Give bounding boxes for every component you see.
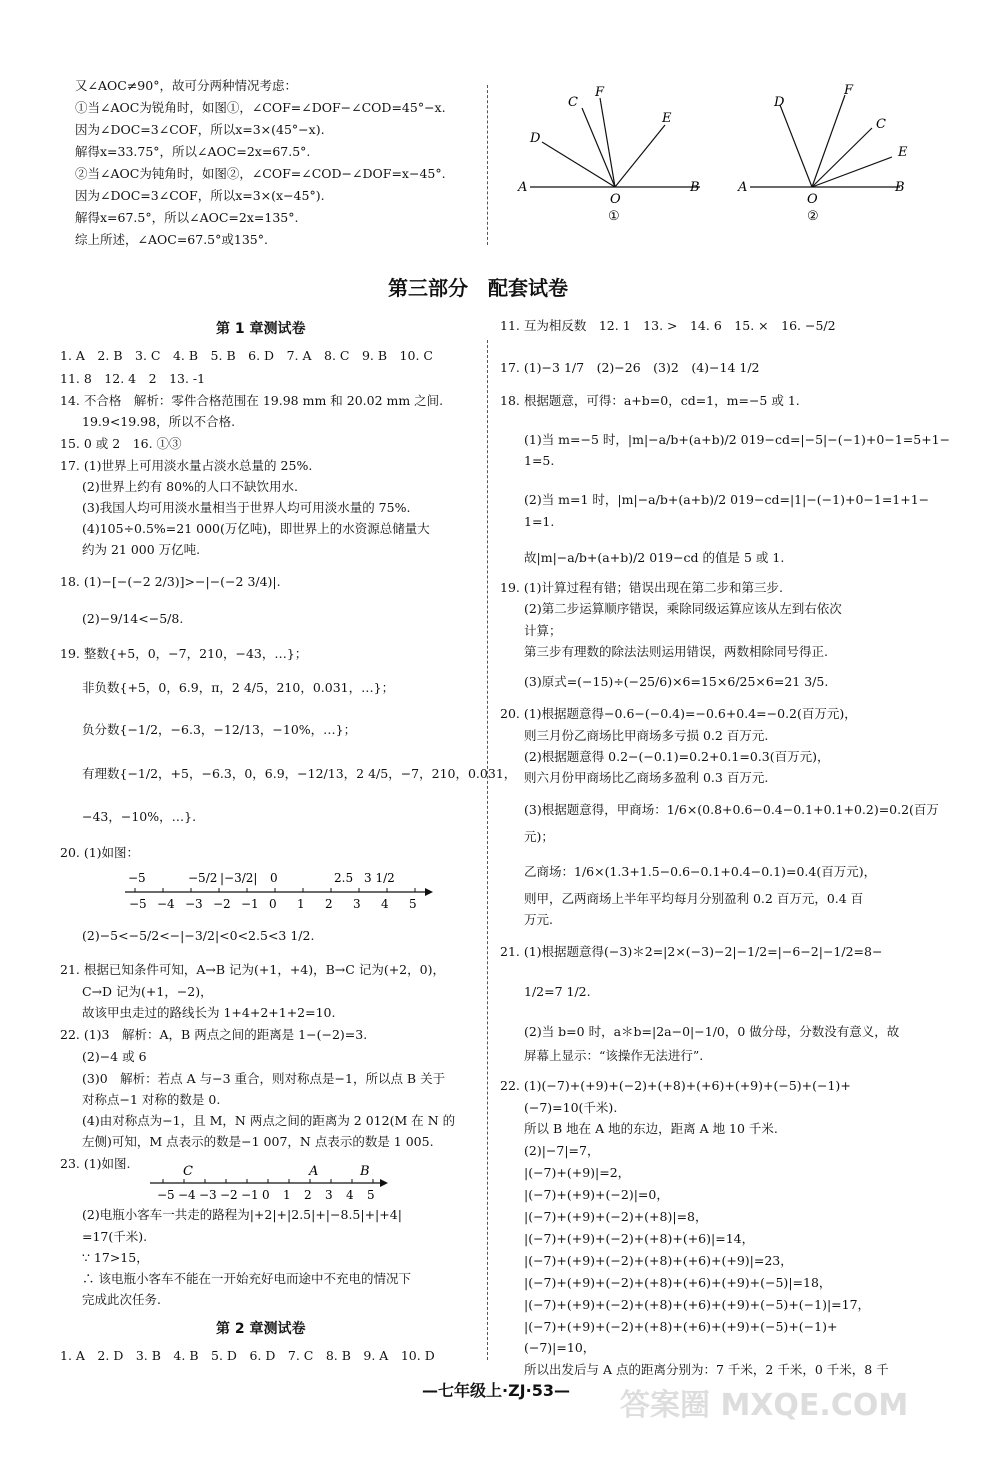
answer-line: 万元. (524, 912, 553, 927)
text-line: ②当∠AOC为钝角时，如图②，∠COF=∠COD−∠DOF=x−45°. (75, 166, 446, 181)
answer-line: 20. (1)根据题意得−0.6−(−0.4)=−0.6+0.4=−0.2(百万元)， (500, 706, 857, 721)
answer-line: |(−7)+(+9)|=2， (524, 1165, 631, 1180)
answer-line: ∵ 17>15， (82, 1250, 149, 1265)
label-D: D (774, 95, 785, 110)
answer-line: 负分数{−1/2，−6.3，−12/13，−10%，…}； (82, 722, 357, 737)
tick-label: 0 (262, 1188, 270, 1201)
answer-line: |(−7)+(+9)+(−2)|=0， (524, 1187, 669, 1202)
answer-line: 1=1. (524, 514, 555, 529)
tick-label: 4 (346, 1188, 354, 1201)
tick-label: 1 (297, 897, 305, 911)
section-title: 第三部分 配套试卷 (388, 276, 568, 300)
answer-line: 23. (1)如图. (60, 1156, 131, 1171)
label-F: F (844, 83, 854, 98)
answer-line: (3)原式=(−15)÷(−25/6)×6=15×6/25×6=21 3/5. (524, 674, 829, 689)
answer-line: 计算； (524, 623, 562, 638)
tick-label: 5 (367, 1188, 375, 1201)
answer-line: ∴ 该电瓶小客车不能在一开始充好电而途中不充电的情况下 (82, 1271, 411, 1286)
figure-2 (737, 83, 908, 224)
answer-line: 非负数{+5，0，6.9，π，2 4/5，210，0.031，…}； (82, 680, 395, 695)
answer-line: 19. (1)计算过程有错；错误出现在第二步和第三步. (500, 580, 784, 595)
answer-line: 对称点−1 对称的数是 0. (82, 1092, 221, 1107)
answer-line: 所以 B 地在 A 地的东边，距离 A 地 10 千米. (524, 1121, 778, 1136)
answer-line: 则三月份乙商场比甲商场多亏损 0.2 百万元. (524, 728, 769, 743)
mark-label: |−3/2| (220, 871, 258, 885)
chapter-2-title: 第 2 章测试卷 (216, 1321, 306, 1337)
answer-line: (3)根据题意得，甲商场：1/6×(0.8+0.6−0.4−0.1+0.1+0.2)=0.2(百万 (524, 802, 939, 817)
answer-line: (2)−9/14<−5/8. (82, 611, 184, 626)
text-line: 因为∠DOC=3∠COF，所以x=3×(x−45°). (75, 188, 325, 203)
label-B: B (895, 180, 905, 195)
figure-caption: ① (608, 209, 620, 224)
answer-line: |(−7)+(+9)+(−2)+(+8)|=8， (524, 1209, 708, 1224)
tick-label: 3 (353, 897, 361, 911)
watermark: 答案圈 MXQE.COM (620, 1388, 909, 1423)
point-label-C: C (183, 1164, 193, 1179)
main-divider (487, 340, 488, 1360)
label-D: D (530, 131, 541, 146)
answer-line: (2)第二步运算顺序错误，乘除同级运算应该从左到右依次 (524, 601, 842, 616)
answer-line: 17. (1)−3 1/7 (2)−26 (3)2 (4)−14 1/2 (500, 360, 760, 375)
answer-line: 22. (1)(−7)+(+9)+(−2)+(+8)+(+6)+(+9)+(−5)+(−1)+ (500, 1078, 851, 1093)
text-line: 解得x=33.75°，所以∠AOC=2x=67.5°. (75, 144, 311, 159)
label-A: A (518, 180, 528, 195)
answer-line: 元)； (524, 829, 554, 844)
chapter-1-title: 第 1 章测试卷 (216, 321, 306, 337)
answer-line: (4)由对称点为−1，且 M，N 两点之间的距离为 2 012(M 在 N 的 (82, 1113, 456, 1128)
tick-label: 5 (409, 897, 417, 911)
tick-label: −1 (241, 897, 259, 911)
text-line: 解得x=67.5°，所以∠AOC=2x=135°. (75, 210, 299, 225)
label-O: O (807, 192, 818, 207)
answer-line: 1. A 2. B 3. C 4. B 5. B 6. D 7. A 8. C 9. B 10. C (60, 348, 433, 363)
answer-line: (4)105÷0.5%=21 000(万亿吨)，即世界上的水资源总储量大 (82, 521, 430, 536)
text-line: 因为∠DOC=3∠COF，所以x=3×(45°−x). (75, 122, 325, 137)
text-line: 综上所述，∠AOC=67.5°或135°. (75, 232, 268, 247)
figure-caption: ② (807, 209, 819, 224)
mark-label: 0 (270, 871, 278, 885)
answer-line: 19. 整数{+5，0，−7，210，−43，…}； (60, 646, 308, 661)
answer-line: (3)0 解析：若点 A 与−3 重合，则对称点是−1，所以点 B 关于 (82, 1071, 446, 1086)
answer-line: 1=5. (524, 453, 555, 468)
page-footer: —七年级上·ZJ·53— (422, 1381, 570, 1400)
tick-label: −4 (178, 1188, 196, 1201)
answer-line: 18. 根据题意，可得：a+b=0，cd=1，m=−5 或 1. (500, 393, 800, 408)
answer-line: (2)电瓶小客车一共走的路程为|+2|+|2.5|+|−8.5|+|+4| (82, 1207, 402, 1222)
answer-line: (−7)=10(千米). (524, 1100, 618, 1115)
text-line: 又∠AOC≠90°，故可分两种情况考虑： (75, 78, 297, 93)
text-line: ①当∠AOC为锐角时，如图①，∠COF=∠DOF−∠COD=45°−x. (75, 100, 446, 115)
answer-line: (2)−5<−5/2<−|−3/2|<0<2.5<3 1/2. (82, 928, 315, 943)
tick-label: −2 (213, 897, 231, 911)
answer-line: (2)世界上约有 80%的人口不缺饮用水. (82, 479, 298, 494)
tick-label: 1 (283, 1188, 291, 1201)
answer-line: 15. 0 或 2 16. ①③ (60, 436, 182, 451)
answer-line: 左侧)可知，M 点表示的数是−1 007，N 点表示的数是 1 005. (82, 1134, 434, 1149)
tick-label: 2 (304, 1188, 312, 1201)
tick-label: 3 (325, 1188, 333, 1201)
label-C: C (876, 117, 886, 132)
label-E: E (898, 145, 908, 160)
answer-line: =17(千米). (82, 1229, 148, 1244)
answer-line: 完成此次任务. (82, 1292, 161, 1307)
tick-label: −4 (157, 897, 175, 911)
answer-line: 有理数{−1/2，+5，−6.3，0，6.9，−12/13，2 4/5，−7，210，0.031， (82, 766, 517, 781)
answer-line: |(−7)+(+9)+(−2)+(+8)+(+6)+(+9)+(−5)+(−1)|=17， (524, 1297, 871, 1312)
tick-label: 4 (381, 897, 389, 911)
answer-line: 约为 21 000 万亿吨. (82, 542, 201, 557)
answer-line: (2)当 b=0 时，a＊b=|2a−0|−1/0，0 做分母，分数没有意义，故 (524, 1024, 900, 1039)
answer-line: (2)−4 或 6 (82, 1049, 147, 1064)
answer-line: 11. 互为相反数 12. 1 13. > 14. 6 15. × 16. −5/2 (500, 318, 836, 333)
answer-line: |(−7)+(+9)+(−2)+(+8)+(+6)+(+9)|=23， (524, 1253, 793, 1268)
answer-line: 则六月份甲商场比乙商场多盈利 0.3 百万元. (524, 770, 769, 785)
answer-line: 则甲，乙两商场上半年平均每月分别盈利 0.2 百万元，0.4 百 (524, 891, 864, 906)
answer-line: |(−7)+(+9)+(−2)+(+8)+(+6)|=14， (524, 1231, 755, 1246)
label-E: E (662, 111, 672, 126)
answer-line: (2)|−7|=7， (524, 1143, 600, 1158)
answer-line: 故该甲虫走过的路线长为 1+4+2+1+2=10. (82, 1005, 336, 1020)
answer-line: 故|m|−a/b+(a+b)/2 019−cd 的值是 5 或 1. (524, 550, 785, 565)
answer-line: |(−7)+(+9)+(−2)+(+8)+(+6)+(+9)+(−5)+(−1)+ (524, 1319, 838, 1334)
tick-label: −1 (241, 1188, 259, 1201)
tick-label: −5 (129, 897, 147, 911)
mark-label: 2.5 (334, 871, 354, 885)
mark-label: −5 (128, 871, 146, 885)
answer-line: (2)根据题意得 0.2−(−0.1)=0.2+0.1=0.3(百万元)， (524, 749, 830, 764)
tick-label: 0 (269, 897, 277, 911)
answer-line: 20. (1)如图： (60, 845, 140, 860)
chapter-2-answers: 1. A 2. D 3. B 4. B 5. D 6. D 7. C 8. B 9. A 10. D (60, 1348, 435, 1363)
answer-line: 第三步有理数的除法法则运用错误，两数相除同号得正. (524, 644, 828, 659)
answer-line: 21. 根据已知条件可知，A→B 记为(+1，+4)，B→C 记为(+2，0)， (60, 962, 445, 977)
tick-label: −5 (157, 1188, 175, 1201)
answer-line: 18. (1)−[−(−2 2/3)]>−|−(−2 3/4)|. (60, 574, 281, 589)
answer-line: 17. (1)世界上可用淡水量占淡水总量的 25%. (60, 458, 313, 473)
answer-line: 所以出发后与 A 点的距离分别为：7 千米，2 千米，0 千米，8 千 (524, 1362, 889, 1377)
point-label-A: A (309, 1164, 319, 1179)
mark-label: 3 1/2 (364, 871, 395, 885)
answer-line: 21. (1)根据题意得(−3)＊2=|2×(−3)−2|−1/2=|−6−2|−1/2=8− (500, 944, 883, 959)
answer-line: −43，−10%，…}. (82, 809, 197, 824)
label-C: C (568, 95, 578, 110)
answer-line: 14. 不合格 解析：零件合格范围在 19.98 mm 和 20.02 mm 之间. (60, 393, 444, 408)
tick-label: −2 (220, 1188, 238, 1201)
answer-line: (2)当 m=1 时，|m|−a/b+(a+b)/2 019−cd=|1|−(−1)+0−1=1+1− (524, 492, 930, 507)
number-line-2 (145, 1163, 395, 1201)
angle-figures (510, 80, 930, 240)
answer-line: (1)当 m=−5 时，|m|−a/b+(a+b)/2 019−cd=|−5|−(−1)+0−1=5+1− (524, 432, 951, 447)
label-O: O (610, 192, 621, 207)
mark-label: −5/2 (188, 871, 218, 885)
answer-line: (−7)|=10， (524, 1340, 596, 1355)
tick-label: −3 (185, 897, 203, 911)
answer-line: 11. 8 12. 4 2 13. -1 (60, 371, 206, 386)
answer-line: 19.9<19.98，所以不合格. (82, 414, 236, 429)
number-line-1 (120, 868, 440, 916)
answer-line: 1/2=7 1/2. (524, 984, 591, 999)
answer-line: (3)我国人均可用淡水量相当于世界人均可用淡水量的 75%. (82, 500, 411, 515)
answer-line: 乙商场：1/6×(1.3+1.5−0.6−0.1+0.4−0.1)=0.4(百万元)， (524, 864, 877, 879)
answer-line: 屏幕上显示：“该操作无法进行”. (524, 1048, 704, 1063)
top-divider (487, 85, 488, 245)
answer-line: 22. (1)3 解析：A，B 两点之间的距离是 1−(−2)=3. (60, 1027, 368, 1042)
figure-1 (517, 85, 700, 224)
label-F: F (595, 85, 605, 100)
tick-label: −3 (199, 1188, 217, 1201)
tick-label: 2 (325, 897, 333, 911)
answer-line: C→D 记为(+1，−2)， (82, 984, 213, 999)
label-A: A (738, 180, 748, 195)
answer-line: |(−7)+(+9)+(−2)+(+8)+(+6)+(+9)+(−5)|=18， (524, 1275, 832, 1290)
point-label-B: B (360, 1164, 370, 1179)
label-B: B (690, 180, 700, 195)
